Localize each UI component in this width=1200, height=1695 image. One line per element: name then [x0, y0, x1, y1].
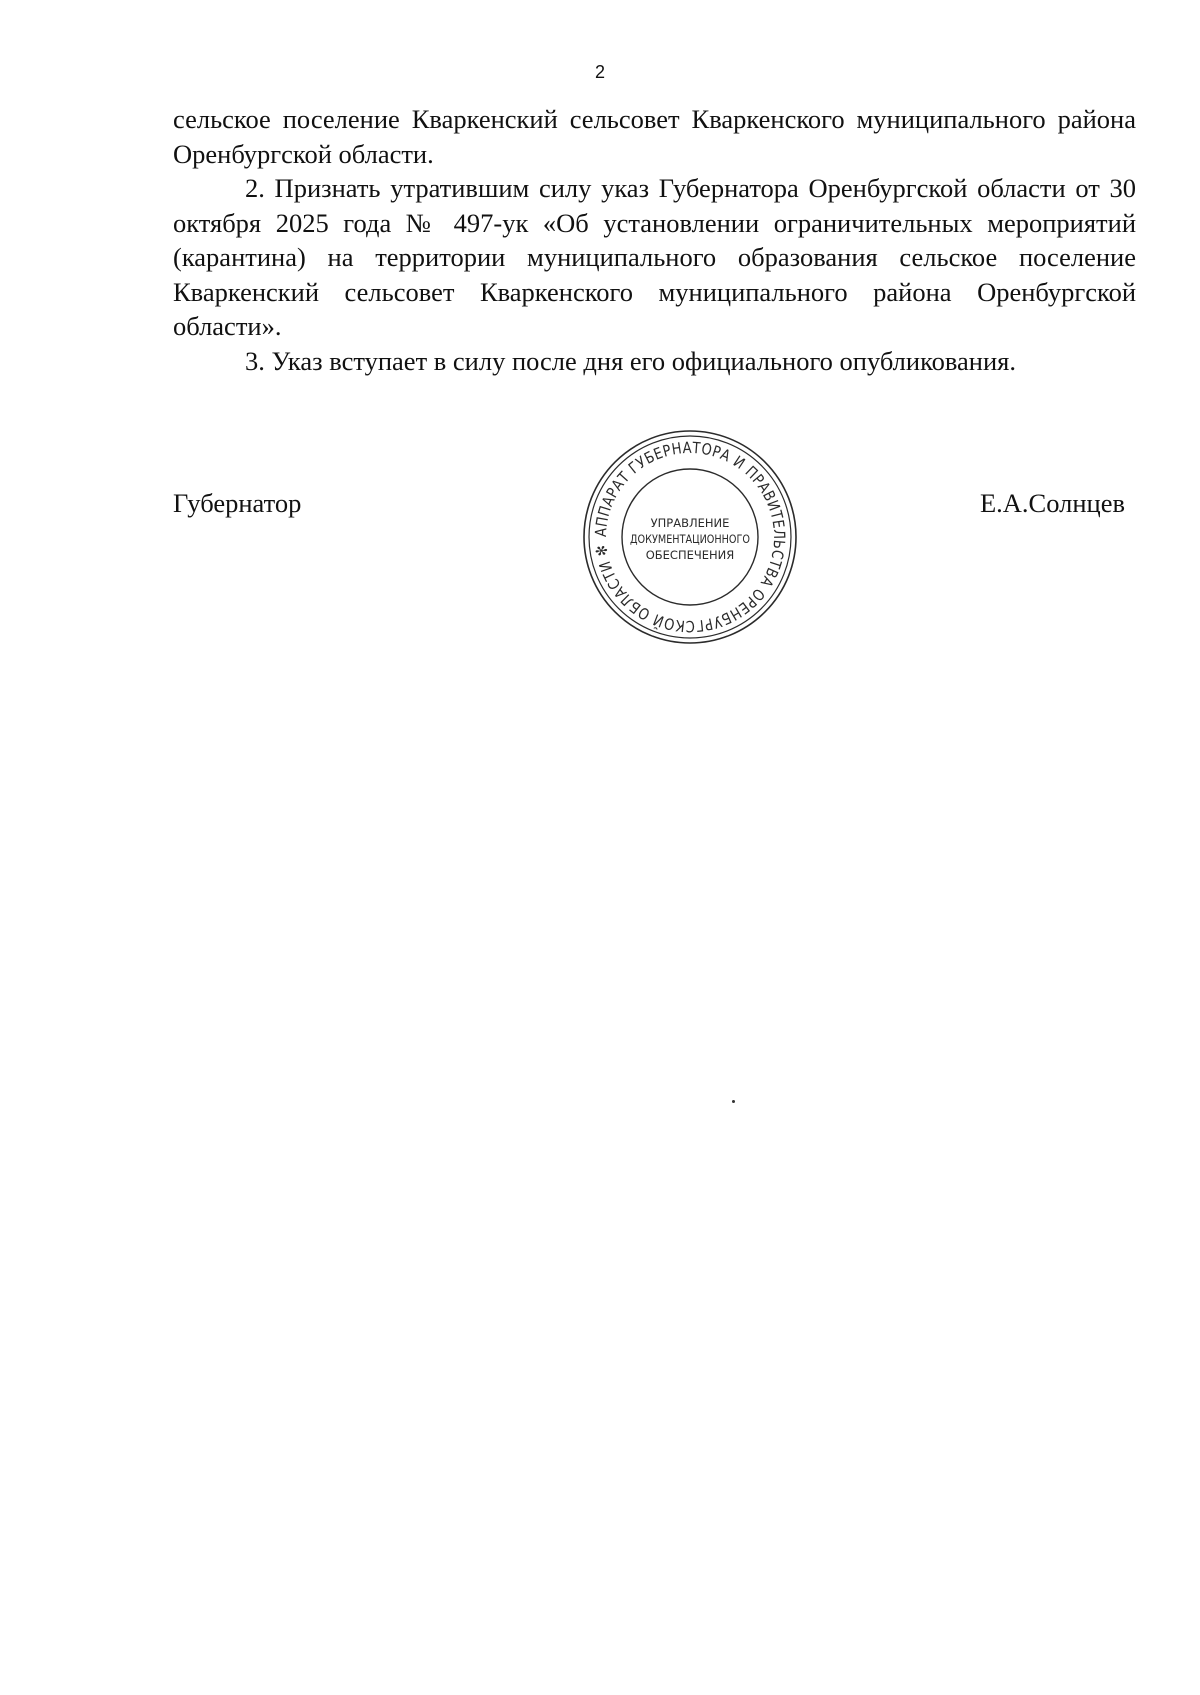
document-body	[173, 102, 1136, 378]
page-number: 2	[594, 62, 605, 82]
paragraph-item-3: 3. Указ вступает в силу после дня его официального опубликования.	[245, 345, 1016, 376]
paragraph-continuation: сельское поселение Кваркенский сельсовет Кваркенского муниципального района Оренбургской области.	[173, 104, 1136, 169]
scan-speck	[732, 1100, 735, 1103]
seal-ring-text: АППАРАТ ГУБЕРНАТОРА И ПРАВИТЕЛЬСТВА ОРЕНБУРГСКОЙ ОБЛАСТИ ✻	[591, 438, 789, 636]
seal-center-line-3: ОБЕСПЕЧЕНИЯ	[645, 548, 735, 562]
seal-center-line-2: ДОКУМЕНТАЦИОННОГО	[630, 532, 750, 546]
signer-name: Е.А.Солнцев	[979, 488, 1125, 518]
signer-title: Губернатор	[173, 488, 302, 518]
seal-center-line-1: УПРАВЛЕНИЕ	[650, 516, 730, 530]
official-seal-stamp	[580, 427, 800, 647]
paragraph-item-2: 2. Признать утратившим силу указ Губернатора Оренбургской области от 30 октября 2025 года № 497-ук «Об установлении ограничительных мероприятий (карантина) на территории муниципального образования сельское поселение Кваркенский сельсовет Кваркенского муниципального района Оренбургской области».	[173, 173, 1136, 341]
seal-graphic	[580, 427, 800, 647]
